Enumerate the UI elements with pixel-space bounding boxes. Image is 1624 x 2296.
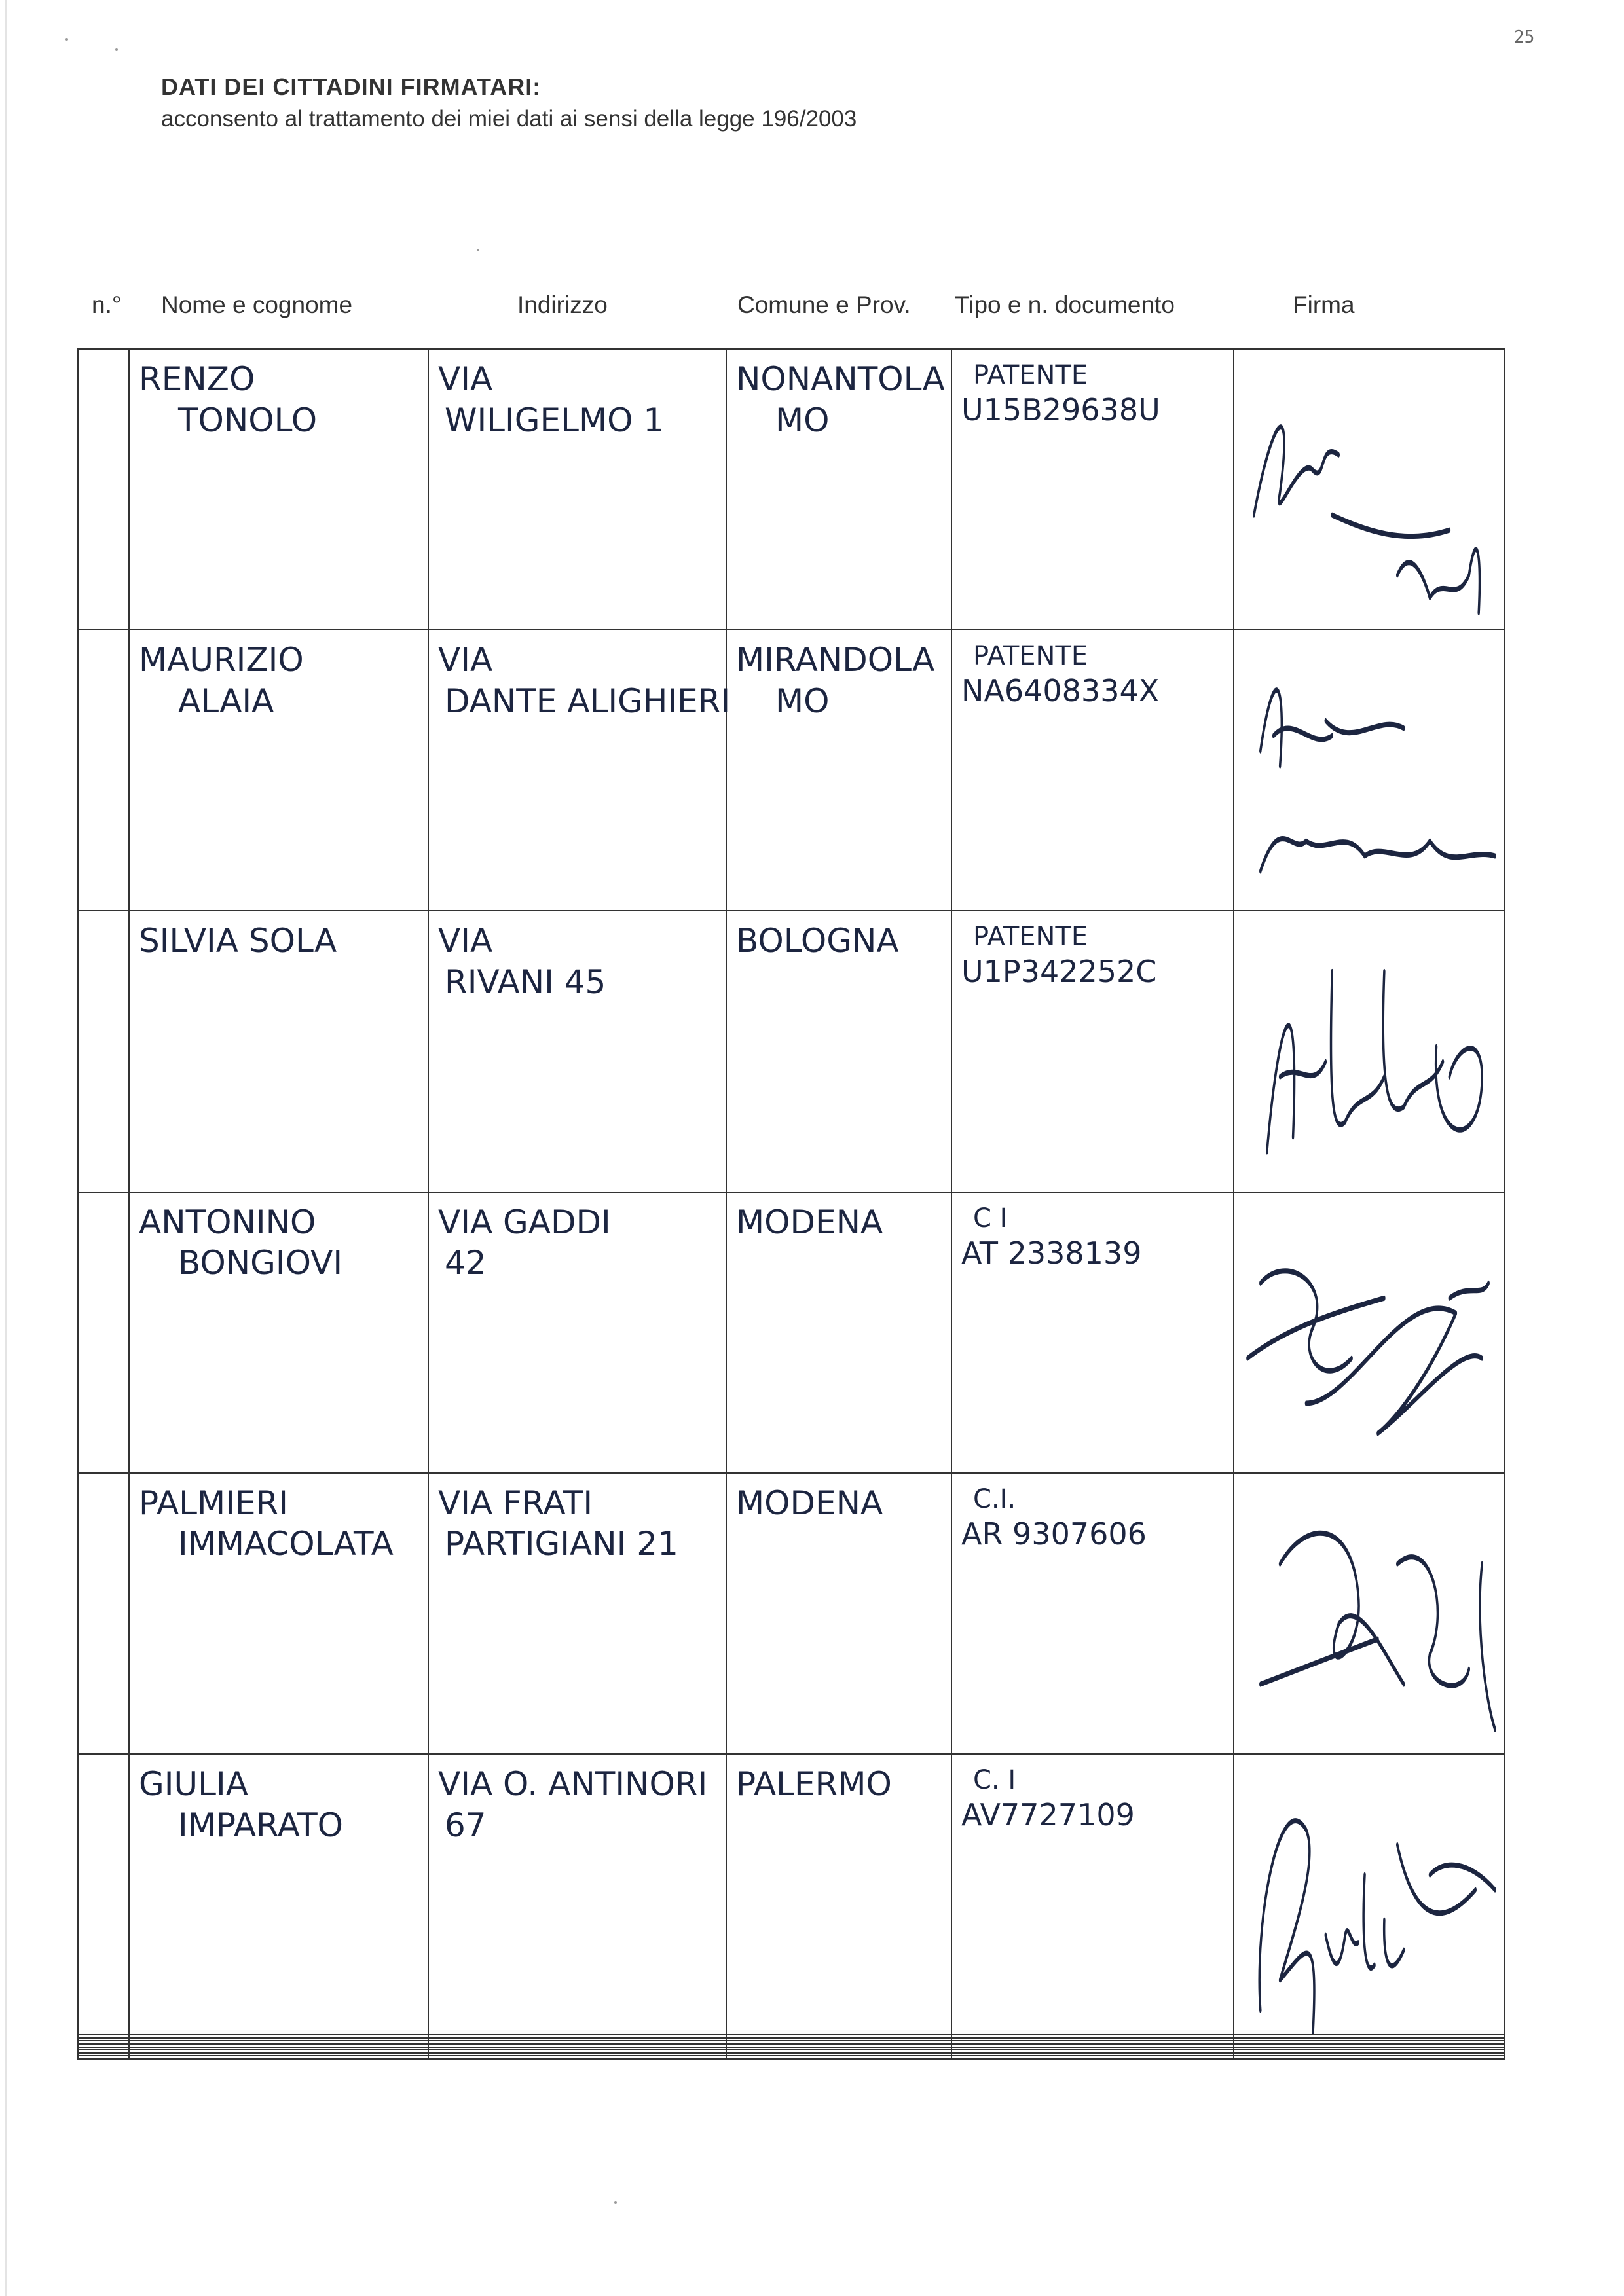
document-cell <box>951 1473 1234 1754</box>
table-row <box>78 1754 1504 2035</box>
scan-speck <box>65 38 68 41</box>
handwritten-signature <box>1234 1193 1504 1472</box>
handwritten-address <box>429 630 731 721</box>
address-line-2: 42 <box>445 1244 487 1283</box>
signature-cell <box>1234 2056 1504 2059</box>
column-header-address: Indirizzo <box>517 291 608 318</box>
first-name-text: SILVIA SOLA <box>139 922 337 960</box>
handwritten-municipality <box>727 1755 951 1805</box>
scan-speck <box>614 2201 617 2204</box>
handwritten-document <box>952 630 1233 710</box>
column-header-name: Nome e cognome <box>161 291 353 318</box>
table-row <box>78 1473 1504 1754</box>
consent-subtitle: acconsento al trattamento dei miei dati ai sensi della legge 196/2003 <box>161 106 857 132</box>
province-text: MO <box>775 682 830 720</box>
handwritten-name <box>130 350 428 441</box>
handwritten-address <box>429 350 726 441</box>
address-cell <box>428 2056 726 2059</box>
row-number-cell <box>78 1192 129 1473</box>
handwritten-signature <box>1234 350 1504 629</box>
handwritten-municipality <box>727 630 951 721</box>
address-cell <box>428 1754 726 2035</box>
scan-speck <box>477 249 479 251</box>
handwritten-name <box>130 1193 428 1284</box>
handwritten-address <box>429 1474 726 1565</box>
handwritten-signature <box>1234 630 1504 910</box>
handwritten-document <box>952 1193 1233 1273</box>
province-text: MO <box>775 401 830 439</box>
last-name-text: IMPARATO <box>178 1806 343 1844</box>
comune-text: BOLOGNA <box>736 922 899 960</box>
municipality-cell <box>726 2056 951 2059</box>
handwritten-name <box>130 1755 428 1846</box>
handwritten-address <box>429 1755 726 1846</box>
signature-cell <box>1234 630 1504 911</box>
signature-cell <box>1234 349 1504 630</box>
address-line-2: RIVANI 45 <box>445 962 606 1001</box>
document-cell <box>951 911 1234 1192</box>
address-line-1: VIA GADDI <box>438 1203 611 1241</box>
name-cell <box>129 911 428 1192</box>
column-header-municipality: Comune e Prov. <box>737 291 911 318</box>
signature-cell <box>1234 911 1504 1192</box>
table-row <box>78 349 1504 630</box>
first-name-text: MAURIZIO <box>139 641 304 680</box>
handwritten-municipality <box>727 350 951 441</box>
page-number-stamp: 25 <box>1514 27 1535 47</box>
last-name-text: TONOLO <box>178 401 318 439</box>
first-name-text: GIULIA <box>139 1765 248 1804</box>
document-cell <box>951 1754 1234 2035</box>
address-cell <box>428 1473 726 1754</box>
handwritten-address <box>429 911 726 1002</box>
empty-table-row <box>78 2056 1504 2059</box>
address-line-1: VIA <box>438 360 493 398</box>
document-cell <box>951 1192 1234 1473</box>
document-cell <box>951 2056 1234 2059</box>
address-line-1: VIA <box>438 922 493 960</box>
first-name-text: PALMIERI <box>139 1484 288 1522</box>
signers-table <box>77 348 1505 2060</box>
column-header-number: n.° <box>92 291 122 318</box>
document-number-text: U15B29638U <box>961 392 1160 428</box>
address-line-1: VIA <box>438 641 493 680</box>
comune-text: MODENA <box>736 1203 883 1241</box>
address-line-2: WILIGELMO 1 <box>445 401 665 439</box>
document-number-text: U1P342252C <box>961 954 1157 990</box>
page-title: DATI DEI CITTADINI FIRMATARI: <box>161 73 542 100</box>
address-cell <box>428 911 726 1192</box>
municipality-cell <box>726 1192 951 1473</box>
scan-edge <box>5 0 7 2296</box>
document-number-text: NA6408334X <box>961 673 1160 709</box>
signature-cell <box>1234 1192 1504 1473</box>
table-row <box>78 1192 1504 1473</box>
document-number-text: AR 9307606 <box>961 1516 1147 1552</box>
document-number-text: AT 2338139 <box>961 1235 1142 1271</box>
row-number-cell <box>78 1473 129 1754</box>
row-number-cell <box>78 349 129 630</box>
name-cell <box>129 1192 428 1473</box>
handwritten-name <box>130 911 428 962</box>
row-number-cell <box>78 2056 129 2059</box>
handwritten-document <box>952 911 1233 991</box>
comune-text: NONANTOLA <box>736 360 945 398</box>
municipality-cell <box>726 911 951 1192</box>
address-cell <box>428 630 731 911</box>
name-cell <box>129 630 428 911</box>
table-row <box>78 630 1504 911</box>
name-cell <box>129 1473 428 1754</box>
address-line-2: PARTIGIANI 21 <box>445 1525 678 1563</box>
handwritten-signature <box>1234 1474 1504 1753</box>
document-type-text: PATENTE <box>973 641 1088 672</box>
document-cell <box>951 630 1234 911</box>
first-name-text: ANTONINO <box>139 1203 316 1241</box>
document-type-text: PATENTE <box>973 922 1088 953</box>
document-type-text: C. I <box>973 1765 1016 1796</box>
document-number-text: AV7727109 <box>961 1797 1135 1833</box>
last-name-text: BONGIOVI <box>178 1244 343 1283</box>
handwritten-municipality <box>727 1474 951 1524</box>
municipality-cell <box>726 1473 951 1754</box>
municipality-cell <box>726 1754 951 2035</box>
handwritten-name <box>130 1474 428 1565</box>
table-row <box>78 911 1504 1192</box>
comune-text: MIRANDOLA <box>736 641 935 680</box>
row-number-cell <box>78 911 129 1192</box>
name-cell <box>129 2056 428 2059</box>
column-header-signature: Firma <box>1293 291 1355 318</box>
address-line-2: 67 <box>445 1806 487 1844</box>
handwritten-document <box>952 350 1233 429</box>
name-cell <box>129 1754 428 2035</box>
row-number-cell <box>78 630 129 911</box>
scan-speck <box>115 48 118 51</box>
document-type-text: C.I. <box>973 1484 1016 1514</box>
handwritten-signature <box>1234 911 1504 1191</box>
handwritten-signature <box>1234 1755 1504 2034</box>
comune-text: PALERMO <box>736 1765 892 1804</box>
address-line-2: DANTE ALIGHIERI <box>445 682 731 720</box>
address-cell <box>428 1192 726 1473</box>
last-name-text: ALAIA <box>178 682 274 720</box>
address-cell <box>428 349 726 630</box>
address-line-1: VIA O. ANTINORI <box>438 1765 708 1804</box>
handwritten-address <box>429 1193 726 1284</box>
column-header-document: Tipo e n. documento <box>955 291 1175 318</box>
handwritten-municipality <box>727 911 951 962</box>
handwritten-municipality <box>727 1193 951 1243</box>
first-name-text: RENZO <box>139 360 255 398</box>
document-type-text: C I <box>973 1203 1008 1233</box>
signature-cell <box>1234 1754 1504 2035</box>
municipality-cell <box>726 349 951 630</box>
document-cell <box>951 349 1234 630</box>
last-name-text: IMMACOLATA <box>178 1525 394 1563</box>
name-cell <box>129 349 428 630</box>
document-type-text: PATENTE <box>973 360 1088 390</box>
comune-text: MODENA <box>736 1484 883 1522</box>
handwritten-name <box>130 630 428 721</box>
signature-cell <box>1234 1473 1504 1754</box>
handwritten-document <box>952 1755 1233 1834</box>
municipality-cell <box>726 630 951 911</box>
handwritten-document <box>952 1474 1233 1554</box>
address-line-1: VIA FRATI <box>438 1484 593 1522</box>
row-number-cell <box>78 1754 129 2035</box>
